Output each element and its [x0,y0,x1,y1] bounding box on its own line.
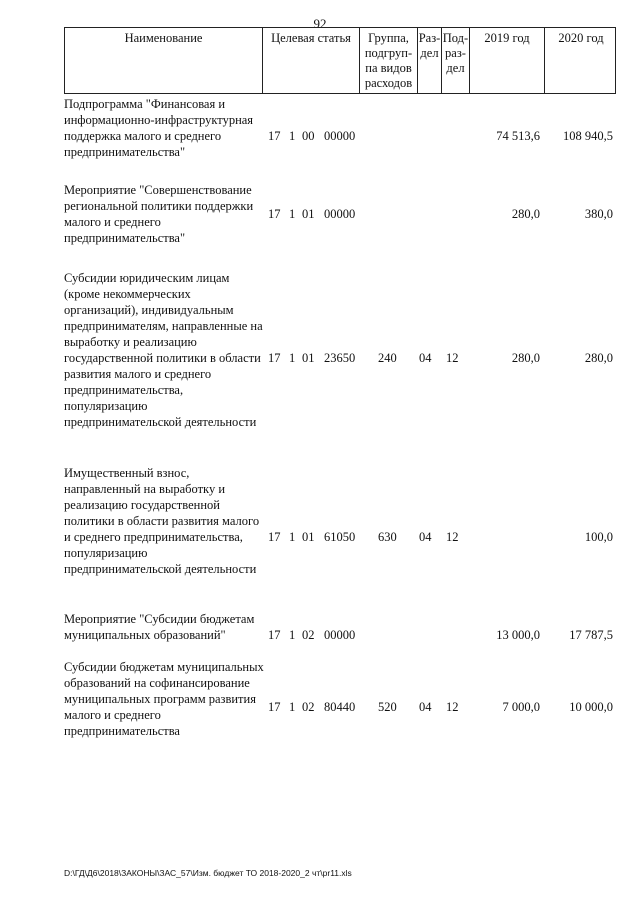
row-2020: 280,0 [584,351,613,365]
row-code-1: 17 [268,351,281,365]
row-name: Субсидии юридическим лицам (кроме некоммерческих организаций), индивидуальным предпринимателям, направленные на выработку и реализацию государственной политики в области развития малого и среднего предпринимательства, популяризацию предпринимательской деятельности [64,271,263,429]
row-2019: 7 000,0 [502,700,540,714]
row-2020: 108 940,5 [563,129,613,143]
row-group: 520 [378,700,397,714]
row-code-2: 1 [289,628,296,642]
table-row [0,465,640,609]
row-code-3: 01 [302,207,315,221]
row-code-2: 1 [289,700,296,714]
row-section: 04 [419,351,432,365]
row-code-4: 00000 [324,207,356,221]
row-section: 04 [419,530,432,544]
row-2020: 17 787,5 [569,628,613,642]
row-code-2: 1 [289,351,296,365]
row-code-1: 17 [268,628,281,642]
row-code-3: 02 [302,628,315,642]
row-group: 240 [378,351,397,365]
row-2020: 100,0 [584,530,613,544]
row-code-3: 00 [302,129,315,143]
row-code-3: 01 [302,351,315,365]
header-subsection: Под-раз-дел [441,28,469,93]
row-code-2: 1 [289,129,296,143]
row-code-4: 23650 [324,351,356,365]
row-name: Мероприятие "Субсидии бюджетам муниципальных образований" [64,612,255,642]
row-section: 04 [419,700,432,714]
row-2019: 13 000,0 [496,628,540,642]
row-code-1: 17 [268,700,281,714]
file-path-footer: D:\ГД\Д6\2018\ЗАКОНЫ\ЗАС_57\Изм. бюджет ТО 2018-2020_2 чт\pr11.xls [64,868,352,878]
row-code-4: 80440 [324,700,356,714]
row-2019: 280,0 [511,351,540,365]
row-subsection: 12 [446,530,459,544]
row-code-3: 01 [302,530,315,544]
row-subsection: 12 [446,700,459,714]
row-code-4: 61050 [324,530,356,544]
row-subsection: 12 [446,351,459,365]
table-row [0,96,640,176]
header-group: Группа, подгруп-па видов расходов [359,28,417,93]
row-2019: 74 513,6 [496,129,540,143]
table-row [0,270,640,446]
row-code-1: 17 [268,207,281,221]
row-2019: 280,0 [511,207,540,221]
row-name: Мероприятие "Совершенствование региональной политики поддержки малого и среднего предпринимательства" [64,183,254,245]
row-2020: 10 000,0 [569,700,613,714]
table-row [0,611,640,659]
row-code-2: 1 [289,530,296,544]
header-2020: 2020 год [544,28,617,93]
row-code-1: 17 [268,129,281,143]
header-name: Наименование [124,31,203,45]
table-row [0,182,640,246]
header-target: Целевая статья [262,28,359,93]
row-name: Имущественный взнос, направленный на выработку и реализацию государственной политики в области развития малого и среднего предпринимательства, популяризацию предпринимательской деятельности [64,466,260,576]
header-2019: 2019 год [469,28,544,93]
row-name: Субсидии бюджетам муниципальных образований на софинансирование муниципальных программ развития малого и среднего предпринимательства [64,660,264,738]
row-code-3: 02 [302,700,315,714]
row-group: 630 [378,530,397,544]
row-code-2: 1 [289,207,296,221]
row-name: Подпрограмма "Финансовая и информационно-инфраструктурная поддержка малого и среднего предпринимательства" [64,97,254,159]
row-code-4: 00000 [324,129,356,143]
page-number: 92 [313,16,327,31]
table-row [0,659,640,755]
row-code-1: 17 [268,530,281,544]
row-code-4: 00000 [324,628,356,642]
row-2020: 380,0 [584,207,613,221]
header-section: Раз-дел [417,28,441,93]
table-header [64,27,616,94]
